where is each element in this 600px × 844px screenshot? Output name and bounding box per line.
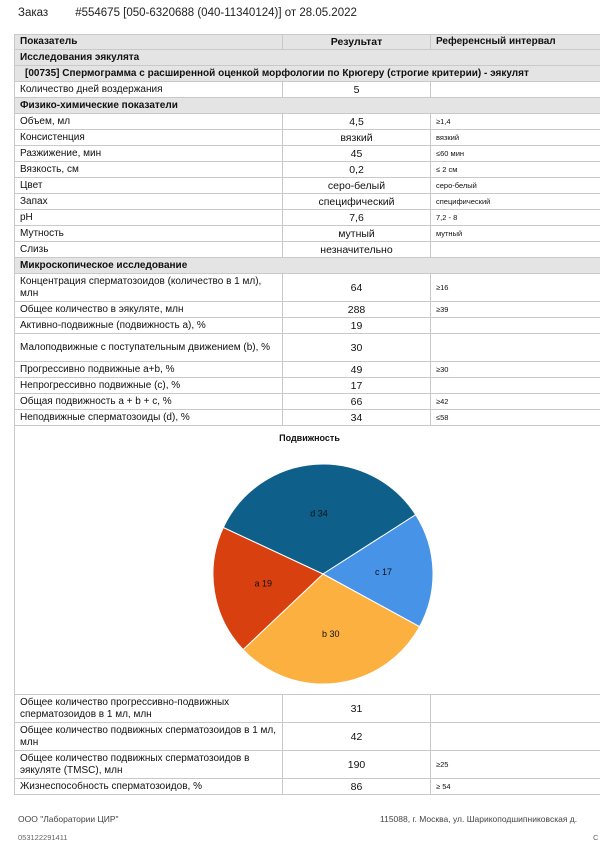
row-name: Количество дней воздержания xyxy=(15,82,283,98)
row-value: серо-белый xyxy=(283,178,431,194)
table-row xyxy=(15,410,600,426)
row-name: Общая подвижность a + b + c, % xyxy=(15,394,283,410)
row-value: 64 xyxy=(283,274,431,302)
table-row xyxy=(15,82,600,98)
row-name: Малоподвижные с поступательным движением (b), % xyxy=(15,334,283,362)
order-label: Заказ xyxy=(18,7,49,19)
row-value: 42 xyxy=(283,723,431,751)
row-name: Общее количество подвижных сперматозоидов в 1 мл, млн xyxy=(15,723,283,751)
row-value: 4,5 xyxy=(283,114,431,130)
section-header xyxy=(15,50,600,66)
row-name: Цвет xyxy=(15,178,283,194)
row-ref: ≤ 2 см xyxy=(431,162,600,178)
chart-title: Подвижность xyxy=(279,433,340,443)
table-row xyxy=(15,362,600,378)
row-value: 190 xyxy=(283,751,431,779)
row-ref: 7,2 - 8 xyxy=(431,210,600,226)
table-row xyxy=(15,378,600,394)
table-row xyxy=(15,318,600,334)
row-value: 288 xyxy=(283,302,431,318)
row-ref: мутный xyxy=(431,226,600,242)
header-parameter: Показатель xyxy=(15,35,283,50)
row-name: Запах xyxy=(15,194,283,210)
row-ref: ≥16 xyxy=(431,274,600,302)
table-row xyxy=(15,394,600,410)
pie-label-b: b 30 xyxy=(322,628,340,639)
row-value: мутный xyxy=(283,226,431,242)
row-ref: ≥42 xyxy=(431,394,600,410)
table-row xyxy=(15,242,600,258)
row-value: 17 xyxy=(283,378,431,394)
header-result: Результат xyxy=(283,35,431,50)
row-ref: ≥39 xyxy=(431,302,600,318)
row-ref: специфический xyxy=(431,194,600,210)
row-name: Вязкость, см xyxy=(15,162,283,178)
row-name: Объем, мл xyxy=(15,114,283,130)
row-ref xyxy=(431,723,600,751)
group-header xyxy=(15,98,600,114)
row-ref: ≤58 xyxy=(431,410,600,426)
table-row xyxy=(15,334,600,362)
row-ref xyxy=(431,334,600,362)
row-name: Слизь xyxy=(15,242,283,258)
footer-code: 053122291411 xyxy=(18,833,68,842)
row-value: 86 xyxy=(283,779,431,795)
row-name: Непрогрессивно подвижные (c), % xyxy=(15,378,283,394)
test-title: [00735] Спермограмма с расширенной оценкой морфологии по Крюгеру (строгие критерии) - эякулят xyxy=(15,66,600,82)
motility-chart xyxy=(15,426,600,694)
test-header xyxy=(15,66,600,82)
pie-label-d: d 34 xyxy=(310,508,328,519)
table-header xyxy=(15,35,600,50)
row-value: 30 xyxy=(283,334,431,362)
row-name: Общее количество в эякуляте, млн xyxy=(15,302,283,318)
row-value: 5 xyxy=(283,82,431,98)
table-row xyxy=(15,723,600,751)
table-row xyxy=(15,274,600,302)
section-title: Исследования эякулята xyxy=(15,50,600,66)
table-row xyxy=(15,130,600,146)
row-ref: ≤60 мин xyxy=(431,146,600,162)
row-value: 45 xyxy=(283,146,431,162)
row-value: 49 xyxy=(283,362,431,378)
group-title: Микроскопическое исследование xyxy=(15,258,600,274)
header-reference: Референсный интервал xyxy=(431,35,600,50)
table-row xyxy=(15,302,600,318)
table-row xyxy=(15,226,600,242)
row-ref: серо-белый xyxy=(431,178,600,194)
table-row xyxy=(15,210,600,226)
pie-chart xyxy=(15,426,600,694)
footer-edge-char: С xyxy=(593,833,599,842)
row-name: Активно-подвижные (подвижность a), % xyxy=(15,318,283,334)
table-row xyxy=(15,146,600,162)
pie-label-c: c 17 xyxy=(374,566,392,577)
table-row xyxy=(15,178,600,194)
row-ref: вязкий xyxy=(431,130,600,146)
row-ref: ≥1,4 xyxy=(431,114,600,130)
table-row xyxy=(15,162,600,178)
row-name: Мутность xyxy=(15,226,283,242)
table-row xyxy=(15,194,600,210)
row-value: 34 xyxy=(283,410,431,426)
row-value: вязкий xyxy=(283,130,431,146)
row-value: специфический xyxy=(283,194,431,210)
row-ref: ≥30 xyxy=(431,362,600,378)
row-value: 31 xyxy=(283,695,431,723)
row-name: Консистенция xyxy=(15,130,283,146)
row-ref: ≥ 54 xyxy=(431,779,600,795)
row-ref xyxy=(431,242,600,258)
row-name: Общее количество подвижных сперматозоидов в эякуляте (TMSC), млн xyxy=(15,751,283,779)
row-name: pH xyxy=(15,210,283,226)
row-name: Прогрессивно подвижные a+b, % xyxy=(15,362,283,378)
row-ref xyxy=(431,378,600,394)
row-ref xyxy=(431,695,600,723)
footer-company: ООО "Лаборатории ЦИР" xyxy=(18,814,119,824)
row-value: 19 xyxy=(283,318,431,334)
row-name: Жизнеспособность сперматозоидов, % xyxy=(15,779,283,795)
table-row xyxy=(15,695,600,723)
table-row xyxy=(15,114,600,130)
row-name: Неподвижные сперматозоиды (d), % xyxy=(15,410,283,426)
row-name: Общее количество прогрессивно-подвижных сперматозоидов в 1 мл, млн xyxy=(15,695,283,723)
row-value: незначительно xyxy=(283,242,431,258)
row-value: 66 xyxy=(283,394,431,410)
row-name: Концентрация сперматозоидов (количество в 1 мл), млн xyxy=(15,274,283,302)
results-table xyxy=(14,34,600,795)
order-number: #554675 [050-6320688 (040-11340124)] от 28.05.2022 xyxy=(75,7,357,19)
pie-label-a: a 19 xyxy=(254,578,273,589)
group-header xyxy=(15,258,600,274)
order-line xyxy=(18,7,357,19)
row-value: 0,2 xyxy=(283,162,431,178)
row-ref xyxy=(431,318,600,334)
table-row xyxy=(15,751,600,779)
row-ref xyxy=(431,82,600,98)
table-row xyxy=(15,779,600,795)
footer-address: 115088, г. Москва, ул. Шарикоподшипниковская д. xyxy=(380,814,578,824)
group-title: Физико-химические показатели xyxy=(15,98,600,114)
row-name: Разжижение, мин xyxy=(15,146,283,162)
row-value: 7,6 xyxy=(283,210,431,226)
chart-row xyxy=(15,426,600,695)
row-ref: ≥25 xyxy=(431,751,600,779)
